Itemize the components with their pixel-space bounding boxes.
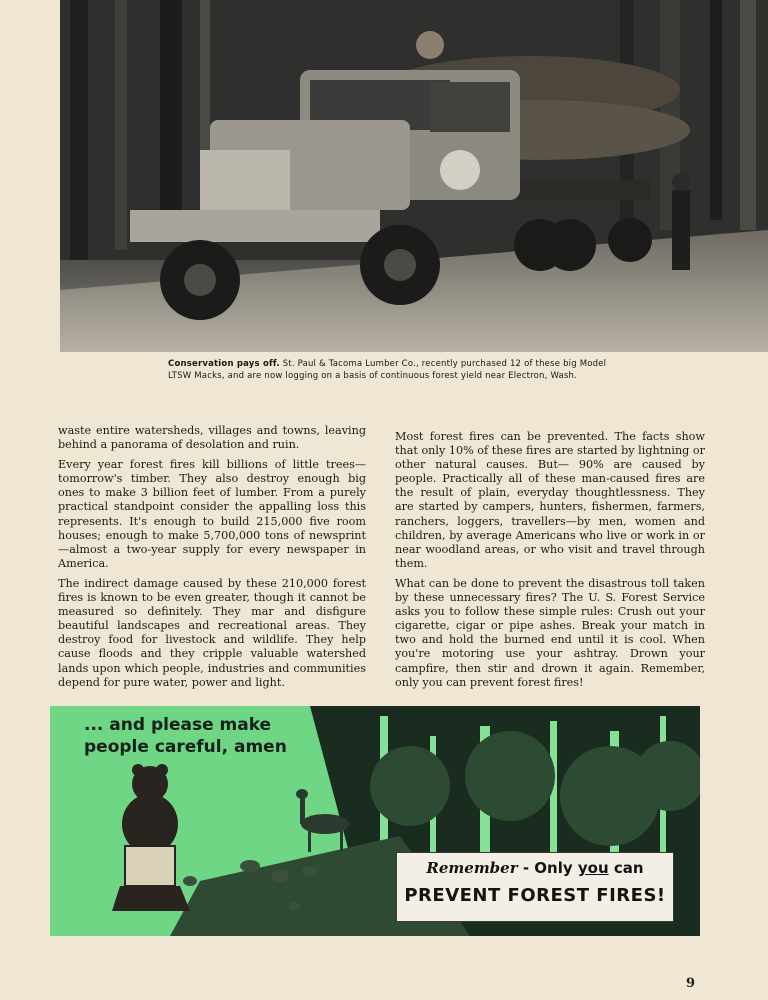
photo-caption	[168, 358, 608, 382]
caption-text: St. Paul & Tacoma Lumber Co., recently purchased 12 of these big Model LTSW Macks, and are now logging on a basis of continuous forest yield near Electron, Wash.	[168, 359, 607, 381]
left-column	[58, 424, 366, 696]
logging-truck-photo	[60, 0, 768, 352]
truck-illustration	[60, 0, 768, 352]
prevent-forest-fires-slogan: PREVENT FOREST FIRES!	[404, 885, 666, 906]
only-word: - Only	[522, 859, 573, 877]
right-paragraph-2: What can be done to prevent the disastrous toll taken by these unnecessary fires? The U. S. Forest Service asks you to follow these simple rules: Crush out your cigarette, cigar or pipe ashes. Break your match in two and hold the burned end until it is cool. When you're motoring use your ashtray. Drown your campfire, then stir and drown it again. Remember, only you can prevent forest fires!	[395, 576, 705, 689]
left-paragraph-2: Every year forest fires kill billions of little trees—tomorrow's timber. They also destroy enough big ones to make 3 billion feet of lumber. From a purely practical standpoint consider the appalling loss this represents. It's enough to build 215,000 five room houses; enough to make 5,700,000 tons of newsprint—almost a two-year supply for every newspaper in America.	[58, 458, 366, 570]
ad-prayer-title	[84, 714, 287, 758]
left-paragraph-1: waste entire watersheds, villages and towns, leaving behind a panorama of desolation and ruin.	[58, 424, 366, 452]
left-paragraph-3: The indirect damage caused by these 210,000 forest fires is known to be even greater, though it cannot be measured so definitely. They mar and disfigure beautiful landscapes and recreational areas. They destroy food for livestock and wildlife. They help cause floods and they cripple valuable watershed lands upon which people, industries and communities depend for pure water, power and light.	[58, 576, 366, 689]
can-word: can	[613, 859, 644, 877]
right-column	[395, 430, 705, 696]
caption-lead: Conservation pays off.	[168, 359, 280, 369]
smokey-bear-figure	[112, 764, 190, 911]
forest-fire-ad	[50, 706, 700, 936]
remember-line	[397, 859, 673, 877]
ad-title-line1: ... and please make	[84, 715, 272, 735]
right-paragraph-1: Most forest fires can be prevented. The facts show that only 10% of these fires are started by lightning or other natural causes. But— 90% are caused by people. Practically all of these man-caused fires are the result of plain, everyday thoughtlessness. They are started by campers, hunters, fishermen, farmers, ranchers, loggers, travellers—by men, women and children, by average Americans who live or work in or near woodland areas, or who visit and travel through them.	[395, 430, 705, 570]
remember-word: Remember	[426, 859, 518, 877]
you-word: you	[577, 859, 609, 877]
slogan-box	[396, 852, 674, 922]
page-number: 9	[686, 976, 696, 991]
ad-title-line2: people careful, amen	[84, 737, 287, 757]
